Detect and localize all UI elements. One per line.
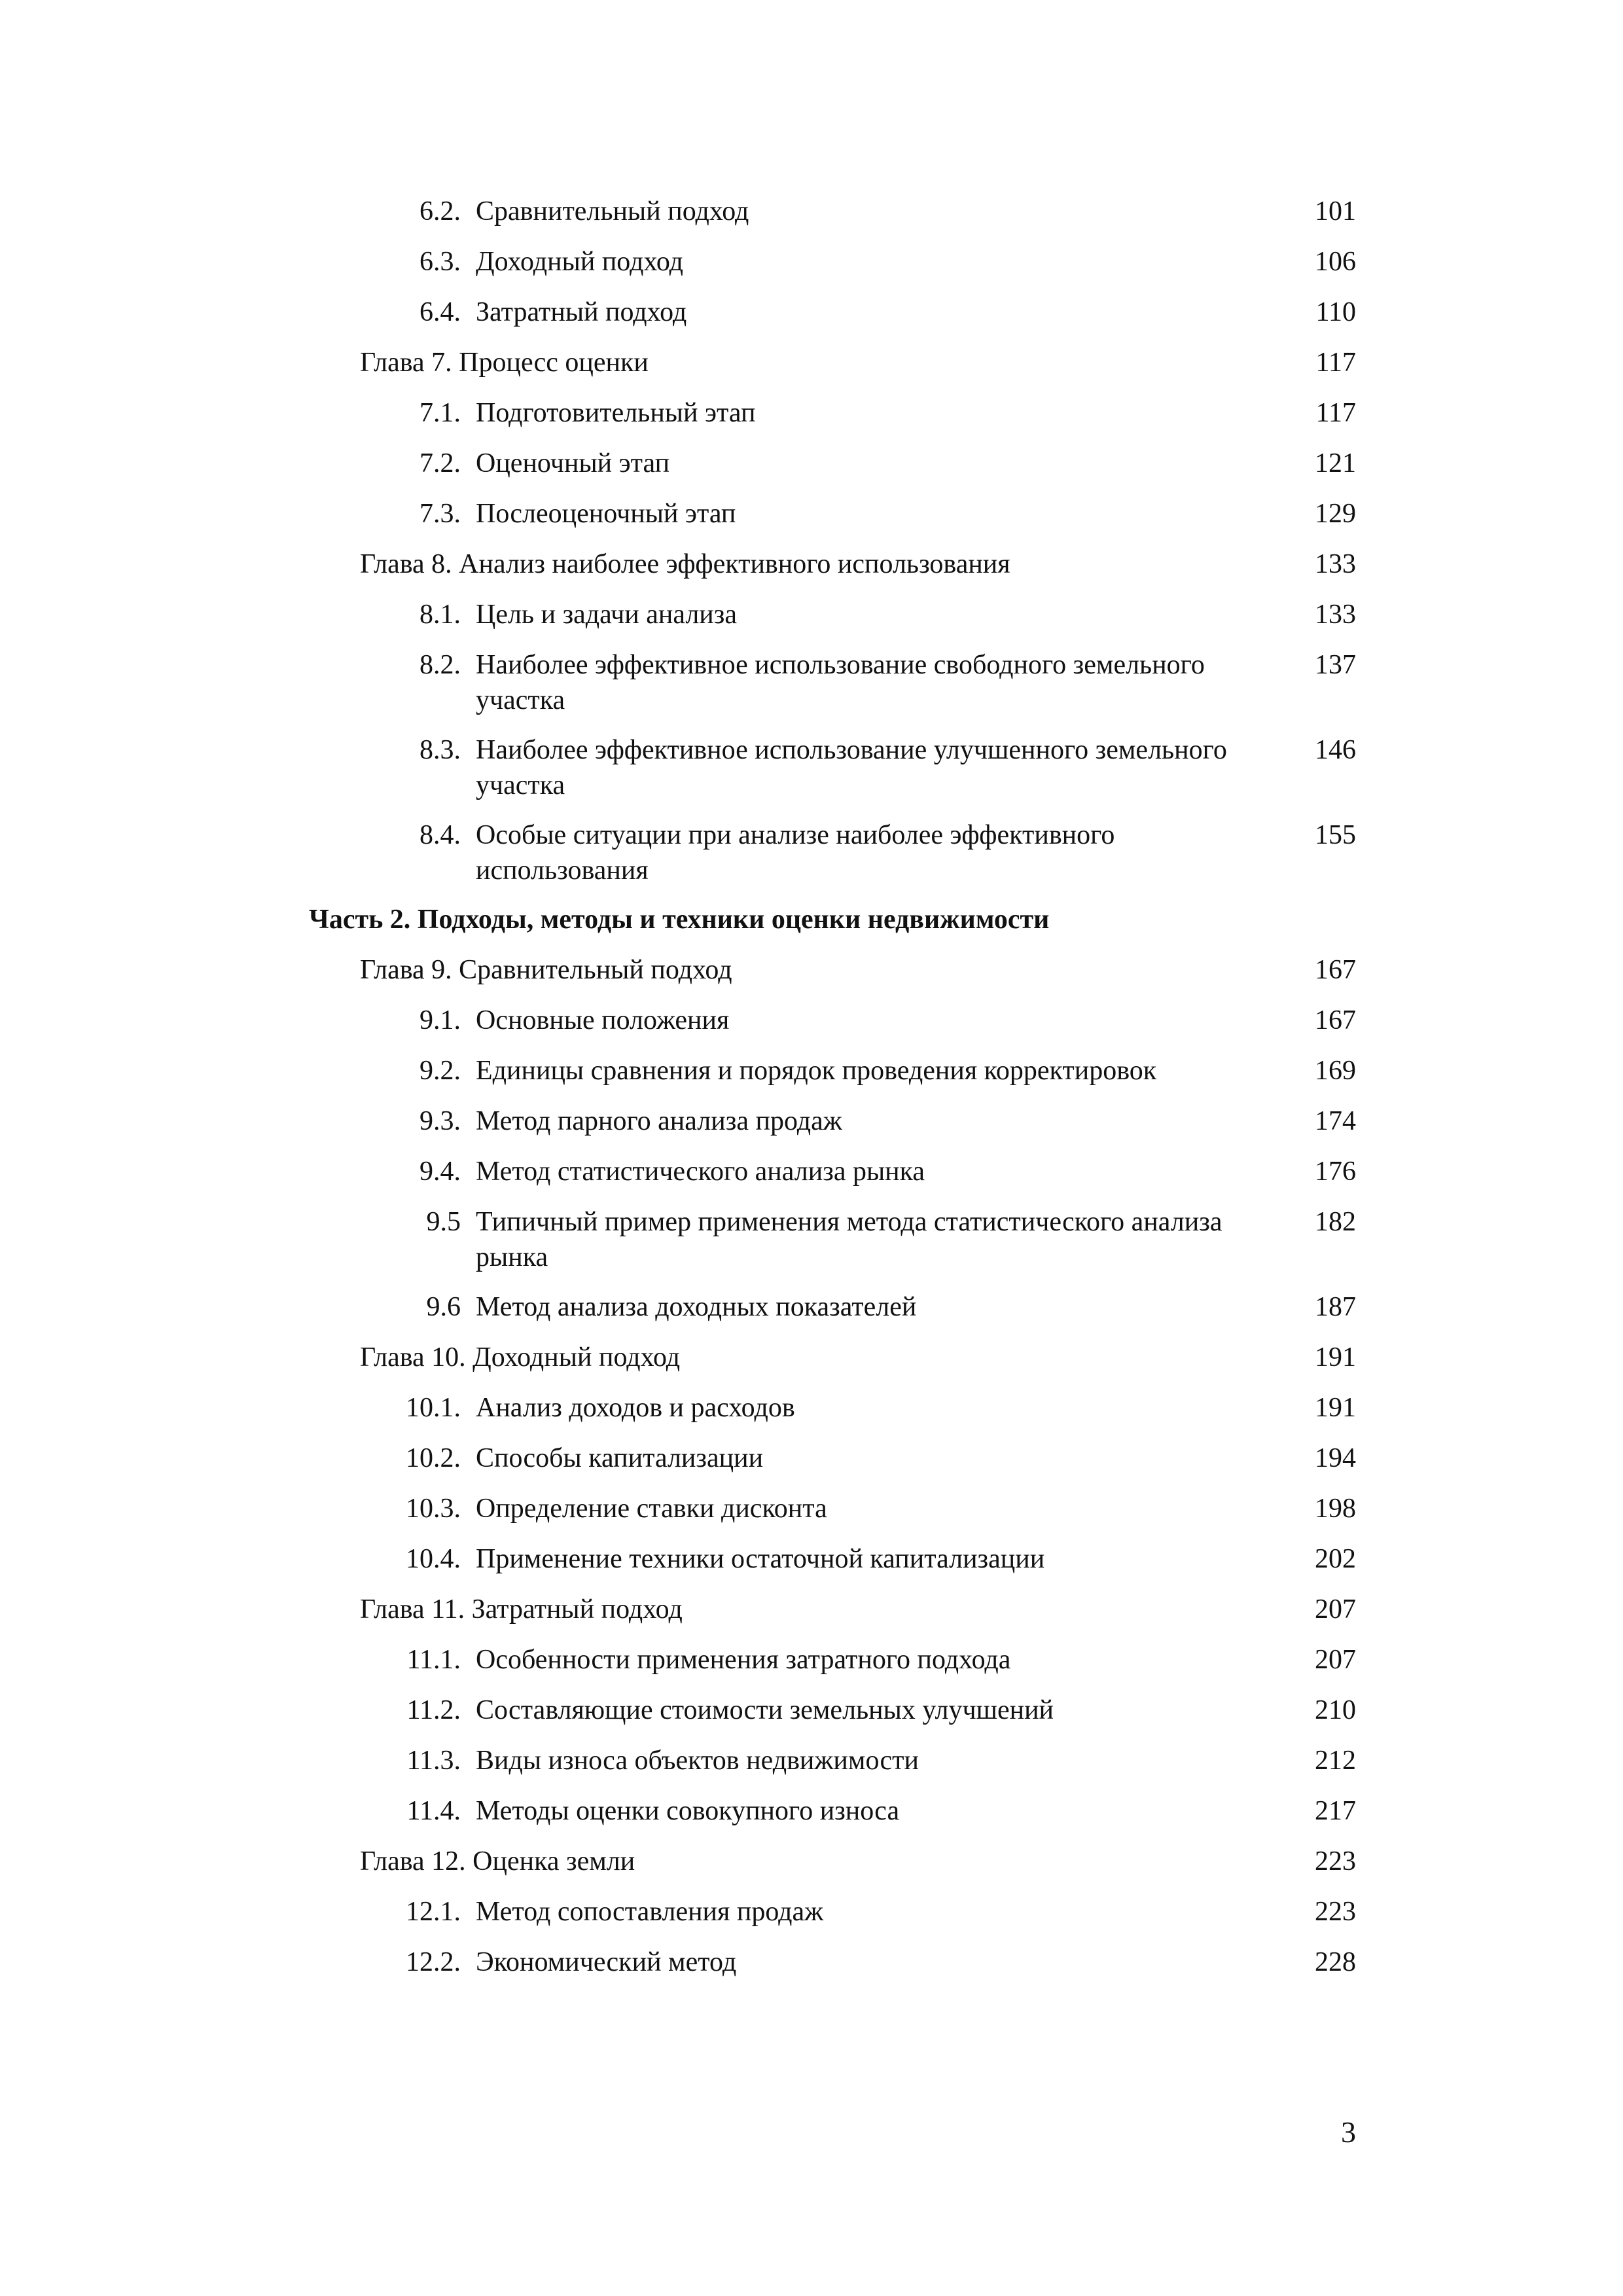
page-ref: 121 <box>1315 448 1356 478</box>
page-ref: 137 <box>1315 650 1356 680</box>
section-title: Особые ситуации при анализе наиболее эффективного использования <box>476 820 1115 886</box>
section-number: 12.2. <box>406 1947 461 1977</box>
chapter-title: Глава 7. Процесс оценки <box>360 348 649 378</box>
section-number: 6.3. <box>419 247 461 277</box>
page-ref: 217 <box>1315 1796 1356 1826</box>
section-title: Виды износа объектов недвижимости <box>476 1746 919 1776</box>
page-ref: 198 <box>1315 1494 1356 1524</box>
section-number: 11.3. <box>406 1746 461 1776</box>
page-ref: 117 <box>1315 348 1356 378</box>
section-title: Методы оценки совокупного износа <box>476 1796 900 1826</box>
page-ref: 169 <box>1315 1056 1356 1086</box>
section-title: Сравнительный подход <box>476 196 749 226</box>
page-ref: 207 <box>1315 1594 1356 1624</box>
page-ref: 182 <box>1315 1207 1356 1237</box>
section-number: 12.1. <box>406 1897 461 1927</box>
section-number: 11.2. <box>406 1695 461 1725</box>
page-ref: 133 <box>1315 600 1356 630</box>
section-number: 7.2. <box>419 448 461 478</box>
chapter-title: Глава 11. Затратный подход <box>360 1594 683 1624</box>
section-number: 9.3. <box>419 1106 461 1136</box>
section-number: 9.4. <box>419 1157 461 1187</box>
page-ref: 212 <box>1315 1746 1356 1776</box>
section-title: Метод анализа доходных показателей <box>476 1292 917 1322</box>
section-number: 11.4. <box>406 1796 461 1826</box>
section-title: Наиболее эффективное использование улучшенного земельного участка <box>476 735 1227 800</box>
page-ref: 223 <box>1315 1897 1356 1927</box>
page-ref: 146 <box>1315 735 1356 765</box>
section-title: Единицы сравнения и порядок проведения корректировок <box>476 1056 1157 1086</box>
section-number: 9.6 <box>426 1292 461 1322</box>
section-number: 6.4. <box>419 297 461 327</box>
section-number: 11.1. <box>406 1645 461 1675</box>
page-ref: 207 <box>1315 1645 1356 1675</box>
page-ref: 194 <box>1315 1443 1356 1473</box>
section-title: Анализ доходов и расходов <box>476 1393 795 1423</box>
page-ref: 191 <box>1315 1393 1356 1423</box>
section-title: Способы капитализации <box>476 1443 764 1473</box>
section-number: 7.1. <box>419 398 461 428</box>
page-ref: 187 <box>1315 1292 1356 1322</box>
page-ref: 129 <box>1315 499 1356 529</box>
page-ref: 106 <box>1315 247 1356 277</box>
part-title: Часть 2. Подходы, методы и техники оценки недвижимости <box>309 905 1050 935</box>
section-number: 10.2. <box>406 1443 461 1473</box>
page-ref: 167 <box>1315 1005 1356 1035</box>
chapter-title: Глава 9. Сравнительный подход <box>360 955 732 985</box>
section-title: Метод сопоставления продаж <box>476 1897 824 1927</box>
section-title: Цель и задачи анализа <box>476 600 738 630</box>
section-number: 9.5 <box>426 1207 461 1237</box>
section-number: 8.1. <box>419 600 461 630</box>
section-title: Затратный подход <box>476 297 687 327</box>
section-number: 10.3. <box>406 1494 461 1524</box>
page-ref: 228 <box>1315 1947 1356 1977</box>
section-title: Экономический метод <box>476 1947 737 1977</box>
page-ref: 155 <box>1315 820 1356 850</box>
section-title: Особенности применения затратного подхода <box>476 1645 1011 1675</box>
section-title: Послеоценочный этап <box>476 499 736 529</box>
section-number: 7.3. <box>419 499 461 529</box>
page-ref: 117 <box>1315 398 1356 428</box>
section-title: Доходный подход <box>476 247 684 277</box>
page-ref: 202 <box>1315 1544 1356 1574</box>
section-title: Подготовительный этап <box>476 398 756 428</box>
page-ref: 110 <box>1315 297 1356 327</box>
section-number: 10.4. <box>406 1544 461 1574</box>
chapter-title: Глава 10. Доходный подход <box>360 1342 681 1372</box>
section-title: Наиболее эффективное использование свободного земельного участка <box>476 650 1205 715</box>
page-ref: 223 <box>1315 1846 1356 1876</box>
section-title: Основные положения <box>476 1005 730 1035</box>
page-ref: 133 <box>1315 549 1356 579</box>
page-ref: 191 <box>1315 1342 1356 1372</box>
chapter-title: Глава 12. Оценка земли <box>360 1846 635 1876</box>
section-title: Типичный пример применения метода статистического анализа рынка <box>476 1207 1222 1272</box>
section-number: 9.2. <box>419 1056 461 1086</box>
page-ref: 210 <box>1315 1695 1356 1725</box>
section-title: Метод статистического анализа рынка <box>476 1157 925 1187</box>
page-ref: 174 <box>1315 1106 1356 1136</box>
page-ref: 176 <box>1315 1157 1356 1187</box>
section-title: Определение ставки дисконта <box>476 1494 827 1524</box>
section-number: 8.4. <box>419 820 461 850</box>
section-title: Составляющие стоимости земельных улучшений <box>476 1695 1054 1725</box>
chapter-title: Глава 8. Анализ наиболее эффективного использования <box>360 549 1010 579</box>
section-number: 9.1. <box>419 1005 461 1035</box>
section-title: Оценочный этап <box>476 448 670 478</box>
section-number: 10.1. <box>406 1393 461 1423</box>
section-number: 6.2. <box>419 196 461 226</box>
section-title: Применение техники остаточной капитализации <box>476 1544 1045 1574</box>
section-number: 8.2. <box>419 650 461 680</box>
page-ref: 167 <box>1315 955 1356 985</box>
page-ref: 101 <box>1315 196 1356 226</box>
section-number: 8.3. <box>419 735 461 765</box>
section-title: Метод парного анализа продаж <box>476 1106 842 1136</box>
page-number: 3 <box>1341 2115 1356 2149</box>
